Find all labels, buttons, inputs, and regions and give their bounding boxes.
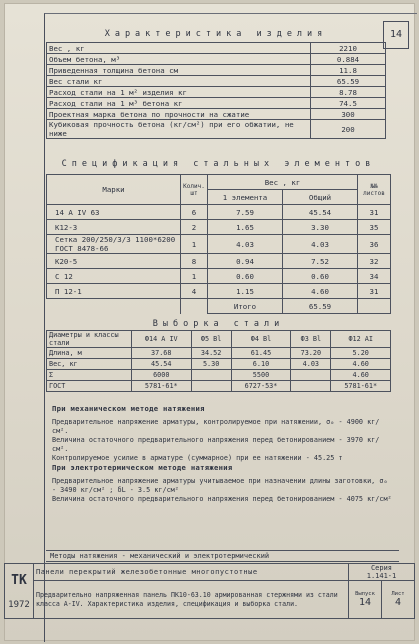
spec-title: Спецификация стальных элементов xyxy=(61,159,376,169)
stamp-series-label: Серия xyxy=(370,564,393,573)
sheet-number: 14 xyxy=(383,21,409,49)
table-row xyxy=(47,87,386,98)
mech-title: При механическом методе натяжения xyxy=(52,404,205,413)
stamp-sheet-value: 4 xyxy=(394,597,402,609)
stamp-description: Предварительно напряженная панель ПК10-63.10 армированная стержнями из стали класса A-IV. Характеристика изделия, спецификация и выборка стали. xyxy=(34,581,349,619)
selection-cell: 4.60 xyxy=(331,370,391,381)
elec-note-2: Величина остаточного предварительного напряжения перед бетонированием - 4075 кг/см² xyxy=(52,495,392,503)
notes-block xyxy=(52,404,392,504)
selection-row-label: ГОСТ xyxy=(47,381,132,392)
char-value: 200 xyxy=(311,120,386,139)
selection-cell: 6727-53* xyxy=(231,381,291,392)
table-row xyxy=(47,284,391,299)
stamp-series-title: Панели перекрытий железобетонные многопустотные xyxy=(34,564,349,581)
selection-cell: 5781-61* xyxy=(132,381,192,392)
spec-qty: 6 xyxy=(181,205,208,220)
stamp-sheet-label: Лист xyxy=(391,591,405,598)
selection-cell: 5781-61* xyxy=(331,381,391,392)
spec-one: 1.65 xyxy=(208,220,283,235)
table-row xyxy=(47,381,391,392)
selection-cell xyxy=(191,381,231,392)
spec-total-label: Итого xyxy=(208,299,283,314)
spec-qty: 4 xyxy=(181,284,208,299)
selection-col-head: Ф3 Bl xyxy=(291,331,331,348)
selection-cell: 34.52 xyxy=(191,348,231,359)
spec-mark: П 12-1 xyxy=(47,284,181,299)
spec-qty: 2 xyxy=(181,220,208,235)
table-row xyxy=(47,359,391,370)
selection-row-label: Σ xyxy=(47,370,132,381)
table-row xyxy=(47,43,386,54)
spec-total: 0.60 xyxy=(283,269,358,284)
selection-col-head: Ф4 Bl xyxy=(231,331,291,348)
char-value: 2210 xyxy=(311,43,386,54)
spec-col-marks: Марки xyxy=(47,175,181,205)
mech-note-1: Предварительное напряжение арматуры, контролируемое при натяжении, σ₀ - 4900 кг/см². xyxy=(52,418,380,435)
spec-mark: Сетка 200/250/3/3 1100*6200 ГОСТ 8478-66 xyxy=(47,235,181,254)
selection-head-label: Диаметры и классы стали xyxy=(47,331,132,348)
spec-one: 7.59 xyxy=(208,205,283,220)
stamp-year: 1972 xyxy=(8,599,30,610)
elec-note-1: Предварительное напряжение арматуры учитываемое при назначении длины заготовки, σ₀ - 3490 кг/см² ; δL - 3.5 кг/см² xyxy=(52,477,388,494)
spec-total: 4.03 xyxy=(283,235,358,254)
table-row xyxy=(47,370,391,381)
char-label: Кубиковая прочность бетона (кг/см²) при его обжатии, не ниже xyxy=(47,120,311,139)
char-label: Расход стали на 1 м² изделия кг xyxy=(47,87,311,98)
char-label: Проектная марка бетона по прочности на сжатие xyxy=(47,109,311,120)
spec-col-qty: Колич. шт xyxy=(181,175,208,205)
selection-col-head: Ф14 A IV xyxy=(132,331,192,348)
selection-cell xyxy=(191,370,231,381)
table-row xyxy=(47,269,391,284)
selection-cell: 5500 xyxy=(231,370,291,381)
char-value: 8.78 xyxy=(311,87,386,98)
spec-sheet: 32 xyxy=(358,254,391,269)
selection-row-label: Длина, м xyxy=(47,348,132,359)
mech-note-3: Контролируемое усилие в арматуре (суммарное) при ее натяжении - 45.25 т xyxy=(52,454,343,462)
selection-cell: 73.20 xyxy=(291,348,331,359)
table-row xyxy=(47,65,386,76)
selection-cell xyxy=(291,370,331,381)
selection-col-head: Ф12 AI xyxy=(331,331,391,348)
spec-mark: K12-3 xyxy=(47,220,181,235)
methods-line: Методы натяжения - механический и электротермический xyxy=(46,550,399,562)
selection-cell: 5.30 xyxy=(191,359,231,370)
table-row xyxy=(47,348,391,359)
char-label: Объем бетона, м³ xyxy=(47,54,311,65)
stamp-issue-label: Выпуск xyxy=(355,591,375,598)
table-row xyxy=(47,54,386,65)
spec-one: 4.03 xyxy=(208,235,283,254)
char-label: Вес стали кг xyxy=(47,76,311,87)
table-row xyxy=(47,76,386,87)
selection-cell: 4.03 xyxy=(291,359,331,370)
spec-mark: C 12 xyxy=(47,269,181,284)
char-value: 0.884 xyxy=(311,54,386,65)
spec-total: 3.30 xyxy=(283,220,358,235)
selection-cell xyxy=(291,381,331,392)
spec-sheet: 34 xyxy=(358,269,391,284)
char-value: 74.5 xyxy=(311,98,386,109)
spec-col-total: Общий xyxy=(283,190,358,205)
selection-col-head: Ф5 Bl xyxy=(191,331,231,348)
spec-sheet: 36 xyxy=(358,235,391,254)
spec-total: 45.54 xyxy=(283,205,358,220)
char-value: 300 xyxy=(311,109,386,120)
selection-row-label: Вес, кг xyxy=(47,359,132,370)
selection-cell: 6.10 xyxy=(231,359,291,370)
spec-table xyxy=(46,174,391,314)
spec-col-sheet: №№ листов xyxy=(358,175,391,205)
table-row xyxy=(47,109,386,120)
spec-mark: K20-5 xyxy=(47,254,181,269)
spec-one: 0.60 xyxy=(208,269,283,284)
selection-cell: 6000 xyxy=(132,370,192,381)
mech-note-2: Величина остаточного предварительного напряжения перед бетонированием - 3970 кг/см². xyxy=(52,436,380,453)
spec-total-value: 65.59 xyxy=(283,299,358,314)
char-value: 11.8 xyxy=(311,65,386,76)
selection-table xyxy=(46,330,391,392)
selection-cell: 4.60 xyxy=(331,359,391,370)
table-row xyxy=(47,205,391,220)
table-row xyxy=(47,120,386,139)
spec-total: 4.60 xyxy=(283,284,358,299)
spec-qty: 1 xyxy=(181,235,208,254)
title-block xyxy=(4,563,415,619)
selection-cell: 5.20 xyxy=(331,348,391,359)
spec-sheet: 31 xyxy=(358,284,391,299)
selection-cell: 61.45 xyxy=(231,348,291,359)
spec-mark: 14 A IV 63 xyxy=(47,205,181,220)
spec-col-weight: Вес , кг xyxy=(208,175,358,190)
spec-sheet: 31 xyxy=(358,205,391,220)
elec-title: При электротермическом методе натяжения xyxy=(52,463,233,472)
char-label: Приведенная толщина бетона см xyxy=(47,65,311,76)
characteristics-title: Характеристика изделия xyxy=(104,29,328,39)
spec-col-one: 1 элемента xyxy=(208,190,283,205)
char-value: 65.59 xyxy=(311,76,386,87)
table-row xyxy=(47,235,391,254)
stamp-tk: ТК xyxy=(11,572,27,588)
table-row xyxy=(47,220,391,235)
spec-qty: 8 xyxy=(181,254,208,269)
char-label: Расход стали на 1 м³ бетона кг xyxy=(47,98,311,109)
spec-one: 0.94 xyxy=(208,254,283,269)
char-label: Вес , кг xyxy=(47,43,311,54)
spec-qty: 1 xyxy=(181,269,208,284)
spec-total: 7.52 xyxy=(283,254,358,269)
table-row xyxy=(47,98,386,109)
spec-one: 1.15 xyxy=(208,284,283,299)
selection-title: Выборка стали xyxy=(152,319,285,329)
selection-cell: 45.54 xyxy=(132,359,192,370)
table-row xyxy=(47,254,391,269)
stamp-series-value: 1.141-1 xyxy=(366,572,397,581)
selection-cell: 37.68 xyxy=(132,348,192,359)
spec-sheet: 35 xyxy=(358,220,391,235)
stamp-issue-value: 14 xyxy=(358,597,372,609)
characteristics-table xyxy=(46,42,386,139)
